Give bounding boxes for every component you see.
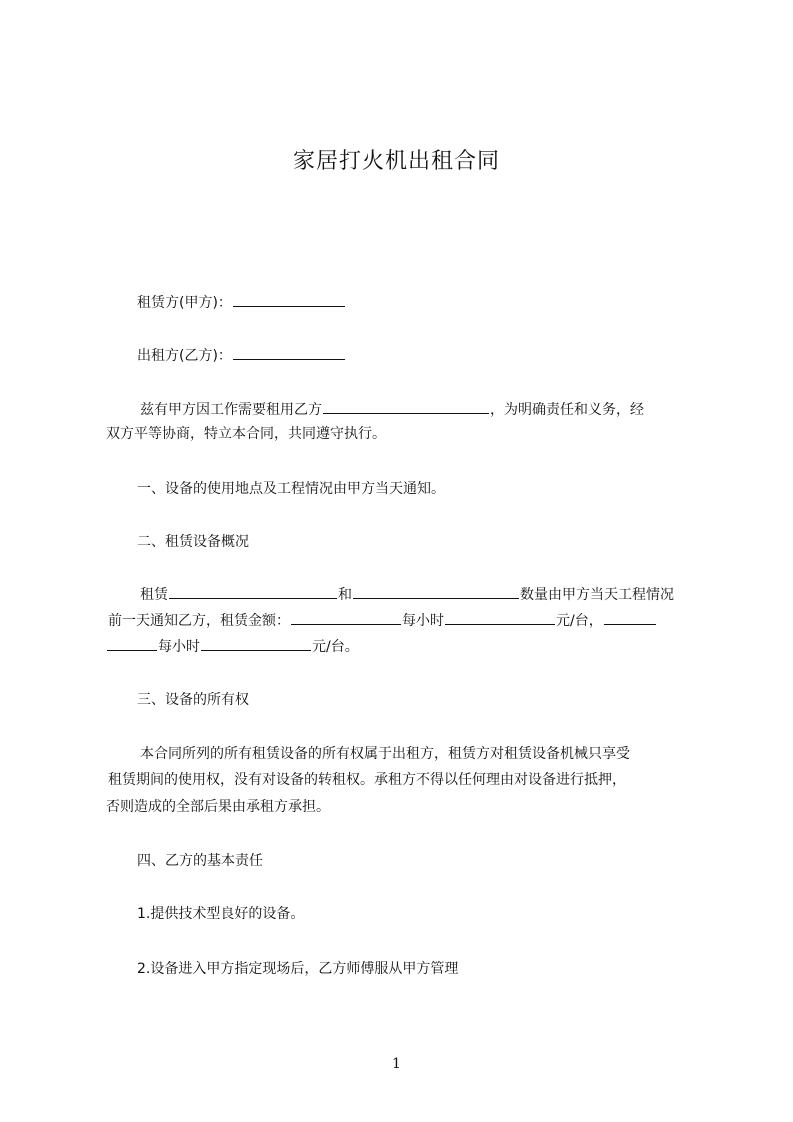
s2-text-e: 每小时 [402,613,444,629]
s2-text-f: 元/台， [556,613,603,629]
lessee-label: 租赁方(甲方)： [137,295,232,311]
document-title: 家居打火机出租合同 [292,149,500,174]
s3-text-b: 租赁期间的使用权，没有对设备的转租权。承租方不得以任何理由对设备进行抵押， [108,772,626,788]
section-3-heading [137,690,249,710]
section-2-line-3 [106,636,359,657]
lessor-blank [233,345,345,360]
s4-item-2-text: 2.设备进入甲方指定现场后，乙方师傅服从甲方管理 [137,961,459,977]
section-4-heading [137,851,263,871]
s2-text-a: 租赁 [140,587,168,603]
section-2-line-2 [108,610,657,631]
lessor-line [137,345,346,366]
s2-text-d: 前一天通知乙方，租赁金额： [108,613,290,629]
intro-line-2 [106,424,386,444]
section-2-heading [137,532,249,552]
s2-text-b: 和 [338,587,352,603]
section-1 [137,479,445,499]
amount-1-blank [291,610,401,625]
amount-2-blank-a [604,610,656,625]
s2-text-h: 元/台。 [312,639,359,655]
s2-text-g: 每小时 [158,639,200,655]
intro-text-c: 双方平等协商，特立本合同，共同遵守执行。 [106,426,386,442]
section-4-heading-text: 四、乙方的基本责任 [137,853,263,869]
section-3-line-2 [108,770,626,790]
lessor-label: 出租方(乙方)： [137,348,232,364]
section-3-line-1 [140,744,630,764]
section-4-item-2 [137,959,458,979]
section-2-heading-text: 二、租赁设备概况 [137,534,249,550]
price-1-blank [445,610,555,625]
section-1-text: 一、设备的使用地点及工程情况由甲方当天通知。 [137,481,445,497]
amount-2-blank-b [107,636,157,651]
s2-text-c: 数量由甲方当天工程情况 [520,587,674,603]
lessee-line [137,292,346,313]
section-3-heading-text: 三、设备的所有权 [137,692,249,708]
intro-text-b: ，为明确责任和义务，经 [490,402,644,418]
price-2-blank [201,636,311,651]
section-4-item-1 [137,904,304,924]
s4-item-1-text: 1.提供技术型良好的设备。 [137,906,305,922]
equipment-2-blank [353,584,519,599]
intro-text-a: 兹有甲方因工作需要租用乙方 [140,402,322,418]
lessee-blank [233,292,345,307]
page-number: 1 [392,1056,401,1072]
intro-equipment-blank [323,399,489,414]
s3-text-a: 本合同所列的所有租赁设备的所有权属于出租方，租赁方对租赁设备机械只享受 [140,746,630,762]
equipment-1-blank [169,584,337,599]
s3-text-c: 否则造成的全部后果由承租方承担。 [106,799,330,815]
intro-line-1 [140,399,644,420]
section-3-line-3 [106,797,330,817]
section-2-line-1 [140,584,674,605]
